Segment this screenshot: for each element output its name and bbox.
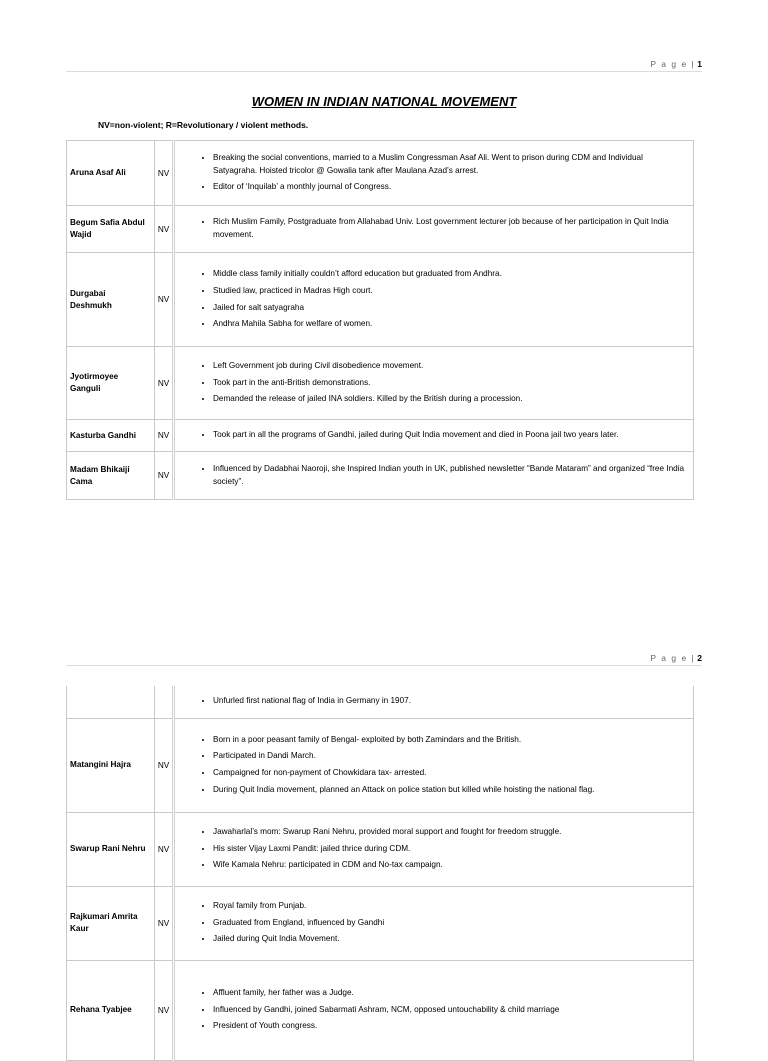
person-name: Aruna Asaf Ali	[67, 141, 155, 206]
description-cell	[174, 420, 694, 452]
table-row	[67, 812, 694, 886]
method-type: NV	[155, 886, 174, 960]
method-type: NV	[155, 206, 174, 253]
table-row	[67, 686, 694, 718]
list-item: • Unfurled first national flag of India in Germany in 1907.	[213, 695, 687, 708]
table-row	[67, 347, 694, 420]
description-cell	[174, 886, 694, 960]
legend-note: NV=non-violent; R=Revolutionary / violent methods.	[98, 120, 309, 130]
women-table-page-1	[66, 140, 694, 500]
method-type: NV	[155, 960, 174, 1060]
header-divider	[66, 665, 702, 666]
page-number-header	[650, 653, 702, 663]
list-item: • Breaking the social conventions, married to a Muslim Congressman Asaf Ali. Went to prison during CDM and Individual Satyagraha. Hoisted tricolor @ Gowalia tank after Maulana Azad’s arrest.	[213, 152, 687, 177]
list-item: • Left Government job during Civil disobedience movement.	[213, 360, 687, 373]
method-type: NV	[155, 812, 174, 886]
list-item: • Graduated from England, influenced by Gandhi	[213, 917, 687, 930]
list-item: • President of Youth congress.	[213, 1020, 687, 1033]
list-item: • Royal family from Punjab.	[213, 900, 687, 913]
description-cell	[174, 960, 694, 1060]
list-item: • Influenced by Dadabhai Naoroji, she Inspired Indian youth in UK, published newsletter “Bande Mataram” and organized “free India society”.	[213, 463, 687, 488]
list-item: • Jailed for salt satyagraha	[213, 302, 687, 315]
person-name: Swarup Rani Nehru	[67, 812, 155, 886]
list-item: • Born in a poor peasant family of Bengal- exploited by both Zamindars and the British.	[213, 734, 687, 747]
person-name: Rehana Tyabjee	[67, 960, 155, 1060]
women-table-page-2	[66, 686, 694, 1061]
page-number-header	[650, 59, 702, 69]
list-item: • During Quit India movement, planned an Attack on police station but killed while hoisting the national flag.	[213, 784, 687, 797]
person-name: Kasturba Gandhi	[67, 420, 155, 452]
list-item: • Jawaharlal’s mom: Swarup Rani Nehru, provided moral support and fought for freedom struggle.	[213, 826, 687, 839]
table-row	[67, 420, 694, 452]
list-item: • Took part in all the programs of Gandhi, jailed during Quit India movement and died in Poona jail two years later.	[213, 429, 687, 442]
list-item: • Affluent family, her father was a Judge.	[213, 987, 687, 1000]
list-item: • Wife Kamala Nehru: participated in CDM and No-tax campaign.	[213, 859, 687, 872]
list-item: • Campaigned for non-payment of Chowkidara tax- arrested.	[213, 767, 687, 780]
table-row	[67, 141, 694, 206]
page-number: 1	[697, 59, 702, 69]
page-number: 2	[697, 653, 702, 663]
list-item: • Rich Muslim Family, Postgraduate from Allahabad Univ. Lost government lecturer job because of her participation in Quit India movement.	[213, 216, 687, 241]
person-name: Durgabai Deshmukh	[67, 253, 155, 347]
table-row	[67, 886, 694, 960]
page-label: P a g e |	[650, 59, 696, 69]
description-cell	[174, 686, 694, 718]
description-cell	[174, 347, 694, 420]
description-cell	[174, 718, 694, 812]
document-title: WOMEN IN INDIAN NATIONAL MOVEMENT	[251, 94, 517, 109]
description-cell	[174, 452, 694, 500]
person-name: Matangini Hajra	[67, 718, 155, 812]
list-item: • Demanded the release of jailed INA soldiers. Killed by the British during a procession.	[213, 393, 687, 406]
list-item: • Participated in Dandi March.	[213, 750, 687, 763]
list-item: • Studied law, practiced in Madras High court.	[213, 285, 687, 298]
table-row	[67, 253, 694, 347]
method-type: NV	[155, 452, 174, 500]
header-divider	[66, 71, 702, 72]
person-name: Begum Safia Abdul Wajid	[67, 206, 155, 253]
person-name: Rajkumari Amrita Kaur	[67, 886, 155, 960]
list-item: • Influenced by Gandhi, joined Sabarmati Ashram, NCM, opposed untouchability & child marriage	[213, 1004, 687, 1017]
page-label: P a g e |	[650, 653, 696, 663]
description-cell	[174, 812, 694, 886]
list-item: • Jailed during Quit India Movement.	[213, 933, 687, 946]
description-cell	[174, 253, 694, 347]
list-item: • Middle class family initially couldn’t afford education but graduated from Andhra.	[213, 268, 687, 281]
method-type: NV	[155, 420, 174, 452]
table-row	[67, 960, 694, 1060]
list-item: • Took part in the anti-British demonstrations.	[213, 377, 687, 390]
description-cell	[174, 141, 694, 206]
table-row	[67, 718, 694, 812]
method-type: NV	[155, 253, 174, 347]
list-item: • Editor of ‘Inquilab’ a monthly journal of Congress.	[213, 181, 687, 194]
person-name	[67, 686, 155, 718]
method-type: NV	[155, 141, 174, 206]
person-name: Madam Bhikaiji Cama	[67, 452, 155, 500]
list-item: • His sister Vijay Laxmi Pandit: jailed thrice during CDM.	[213, 843, 687, 856]
method-type	[155, 686, 174, 718]
table-row	[67, 452, 694, 500]
list-item: • Andhra Mahila Sabha for welfare of women.	[213, 318, 687, 331]
table-row	[67, 206, 694, 253]
method-type: NV	[155, 347, 174, 420]
person-name: Jyotirmoyee Ganguli	[67, 347, 155, 420]
description-cell	[174, 206, 694, 253]
method-type: NV	[155, 718, 174, 812]
